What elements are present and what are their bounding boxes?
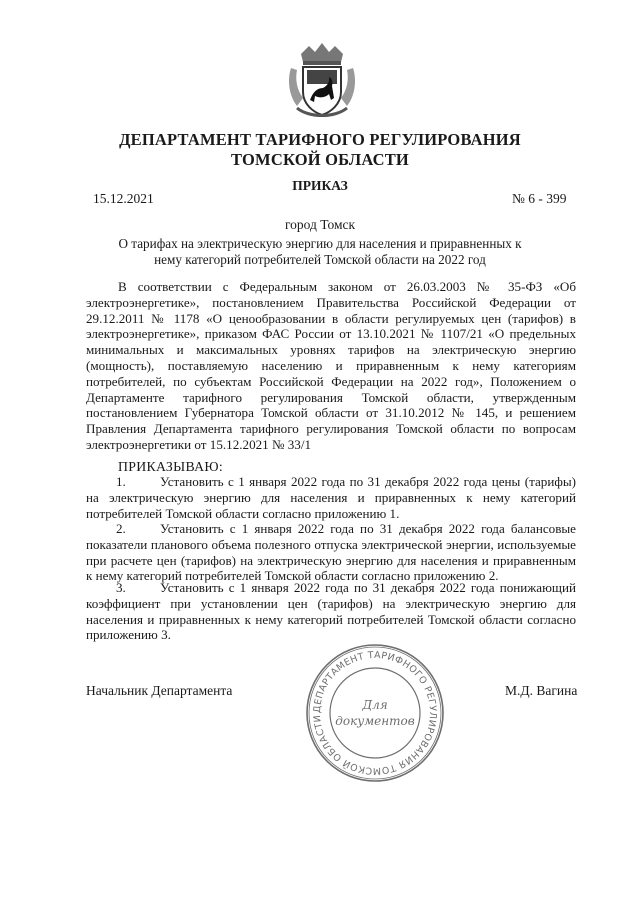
- official-stamp: [304, 642, 446, 784]
- item-text: Установить с 1 января 2022 года по 31 декабря 2022 года балансовые показатели планового объема полезного отпуска электрической энергии, используемые при расчете цен (тарифов) на электрическую энергию для населения и приравненным к нему категорий потребителей Томской области согласно приложению 2.: [86, 521, 576, 584]
- org-name-line1: ДЕПАРТАМЕНТ ТАРИФНОГО РЕГУЛИРОВАНИЯ: [119, 130, 521, 149]
- order-date: 15.12.2021: [93, 191, 154, 206]
- svg-text:ДЕПАРТАМЕНТ ТАРИФНОГО РЕГУЛИРО: [312, 650, 438, 776]
- item-text: Установить с 1 января 2022 года по 31 декабря 2022 года понижающий коэффициент при установлении цен (тарифов) на электрическую энергию для населения и приравненных к нему категорий потребителей Томской области согласно приложению 3.: [86, 580, 576, 643]
- item-text: Установить с 1 января 2022 года по 31 декабря 2022 года цены (тарифы) на электрическую энергию для населения и приравненных к нему категорий потребителей Томской области согласно приложению 1.: [86, 474, 576, 521]
- coat-of-arms-icon: [283, 40, 361, 120]
- order-item: [86, 580, 576, 643]
- stamp-ring-text: ДЕПАРТАМЕНТ ТАРИФНОГО РЕГУЛИРОВАНИЯ ТОМСКОЙ ОБЛАСТИ: [311, 649, 439, 777]
- intro-paragraph: В соответствии с Федеральным законом от 26.03.2003 № 35-ФЗ «Об электроэнергетике», постановлением Правительства Российской Федерации от 29.12.2011 № 1178 «О ценообразовании в области регулируемых цен (тарифов) в электроэнергетике», приказом ФАС России от 13.10.2021 № 1107/21 «О предельных минимальных и максимальных уровнях тарифов на электрическую энергию (мощность), поставляемую населению и приравненным к нему категориям потребителей, по субъектам Российской Федерации на 2022 год», Положением о Департаменте тарифного регулирования Томской области, утвержденным постановлением Губернатора Томской области от 31.10.2012 № 145, и решением Правления Департамента тарифного регулирования Томской области по вопросам электроэнергетики от 15.12.2021 № 33/1: [86, 279, 576, 452]
- city: город Томск: [284, 217, 356, 232]
- item-number: 2.: [116, 521, 126, 536]
- stamp-center-line2: документов: [335, 714, 415, 728]
- item-number: 3.: [116, 580, 126, 595]
- stamp-center-line1: Для: [362, 698, 388, 712]
- org-name-line2: ТОМСКОЙ ОБЛАСТИ: [231, 150, 409, 169]
- order-item: [86, 521, 576, 584]
- signer-position: Начальник Департамента: [86, 683, 233, 698]
- order-subject: О тарифах на электрическую энергию для населения и приравненных к нему категорий потребителей Томской области на 2022 год: [118, 236, 522, 267]
- item-number: 1.: [116, 474, 126, 489]
- order-item: [86, 474, 576, 521]
- order-word: ПРИКАЗЫВАЮ:: [118, 459, 223, 474]
- signer-name: М.Д. Вагина: [505, 683, 578, 698]
- doc-type: ПРИКАЗ: [292, 178, 348, 193]
- order-number: № 6 - 399: [512, 191, 567, 206]
